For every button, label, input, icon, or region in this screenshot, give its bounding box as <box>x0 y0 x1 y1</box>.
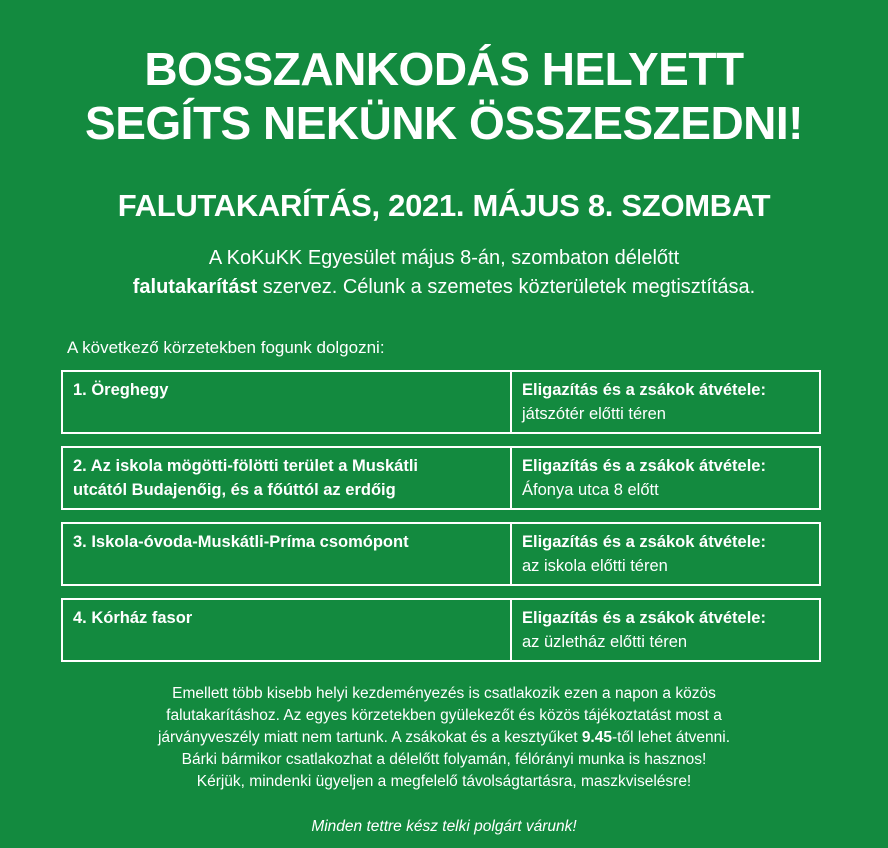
area-name <box>63 448 512 508</box>
body-line-2: falutakarításhoz. Az egyes körzetekben gyülekezőt és közös tájékoztatást most a <box>166 707 722 724</box>
event-subtitle: FALUTAKARÍTÁS, 2021. MÁJUS 8. SZOMBAT <box>117 188 771 223</box>
area-box-2 <box>61 446 821 510</box>
area-info-head: Eligazítás és a zsákok átvétele: <box>522 609 766 627</box>
areas-label: A következő körzetekben fogunk dolgozni: <box>67 338 385 357</box>
area-info-location: az iskola előtti téren <box>522 557 668 575</box>
area-info-head: Eligazítás és a zsákok átvétele: <box>522 457 766 475</box>
area-info-head: Eligazítás és a zsákok átvétele: <box>522 533 766 551</box>
area-name-line-1: 3. Iskola-óvoda-Muskátli-Príma csomópont <box>73 533 409 551</box>
intro-paragraph <box>0 244 888 302</box>
body-line-5: Kérjük, mindenki ügyeljen a megfelelő távolságtartásra, maszkviselésre! <box>196 773 692 790</box>
intro-line-2 <box>0 273 888 302</box>
area-info-head: Eligazítás és a zsákok átvétele: <box>522 381 766 399</box>
intro-bold: falutakarítást <box>132 276 258 298</box>
title-line-2: SEGÍTS NEKÜNK ÖSSZESZEDNI! <box>85 97 803 149</box>
intro-line-2-rest: szervez. Célunk a szemetes közterületek megtisztítása. <box>257 276 756 298</box>
body-line-3 <box>0 727 888 749</box>
area-info-location: játszótér előtti téren <box>522 405 666 423</box>
area-name-line-1: 2. Az iskola mögötti-fölötti terület a Muskátli <box>73 457 419 475</box>
area-info <box>512 372 819 432</box>
pickup-time: 9.45 <box>581 729 612 746</box>
title-line-1: BOSSZANKODÁS HELYETT <box>144 43 744 95</box>
area-info-location: Áfonya utca 8 előtt <box>522 481 659 499</box>
area-box-4 <box>61 598 821 662</box>
body-line-3-pre: járványveszély miatt nem tartunk. A zsákokat és a kesztyűket <box>157 729 582 746</box>
area-name <box>63 524 512 584</box>
area-box-3 <box>61 522 821 586</box>
area-info <box>512 600 819 660</box>
body-line-1: Emellett több kisebb helyi kezdeményezés is csatlakozik ezen a napon a közös <box>172 685 716 702</box>
page-title <box>0 42 888 150</box>
area-name-line-2: utcától Budajenőig, és a főúttól az erdőig <box>73 481 396 499</box>
area-info-location: az üzletház előtti téren <box>522 633 688 651</box>
body-line-4: Bárki bármikor csatlakozhat a délelőtt folyamán, félórányi munka is hasznos! <box>181 751 707 768</box>
area-name <box>63 600 512 660</box>
body-line-3-post: -től lehet átvenni. <box>611 729 731 746</box>
area-name-line-1: 4. Kórház fasor <box>73 609 193 627</box>
area-name-line-1: 1. Öreghegy <box>73 381 169 399</box>
area-box-1 <box>61 370 821 434</box>
intro-line-1: A KoKuKK Egyesület május 8-án, szombaton délelőtt <box>208 247 680 269</box>
body-paragraph <box>0 683 888 793</box>
area-name <box>63 372 512 432</box>
closing-line: Minden tettre kész telki polgárt várunk! <box>311 818 577 835</box>
area-info <box>512 524 819 584</box>
area-info <box>512 448 819 508</box>
